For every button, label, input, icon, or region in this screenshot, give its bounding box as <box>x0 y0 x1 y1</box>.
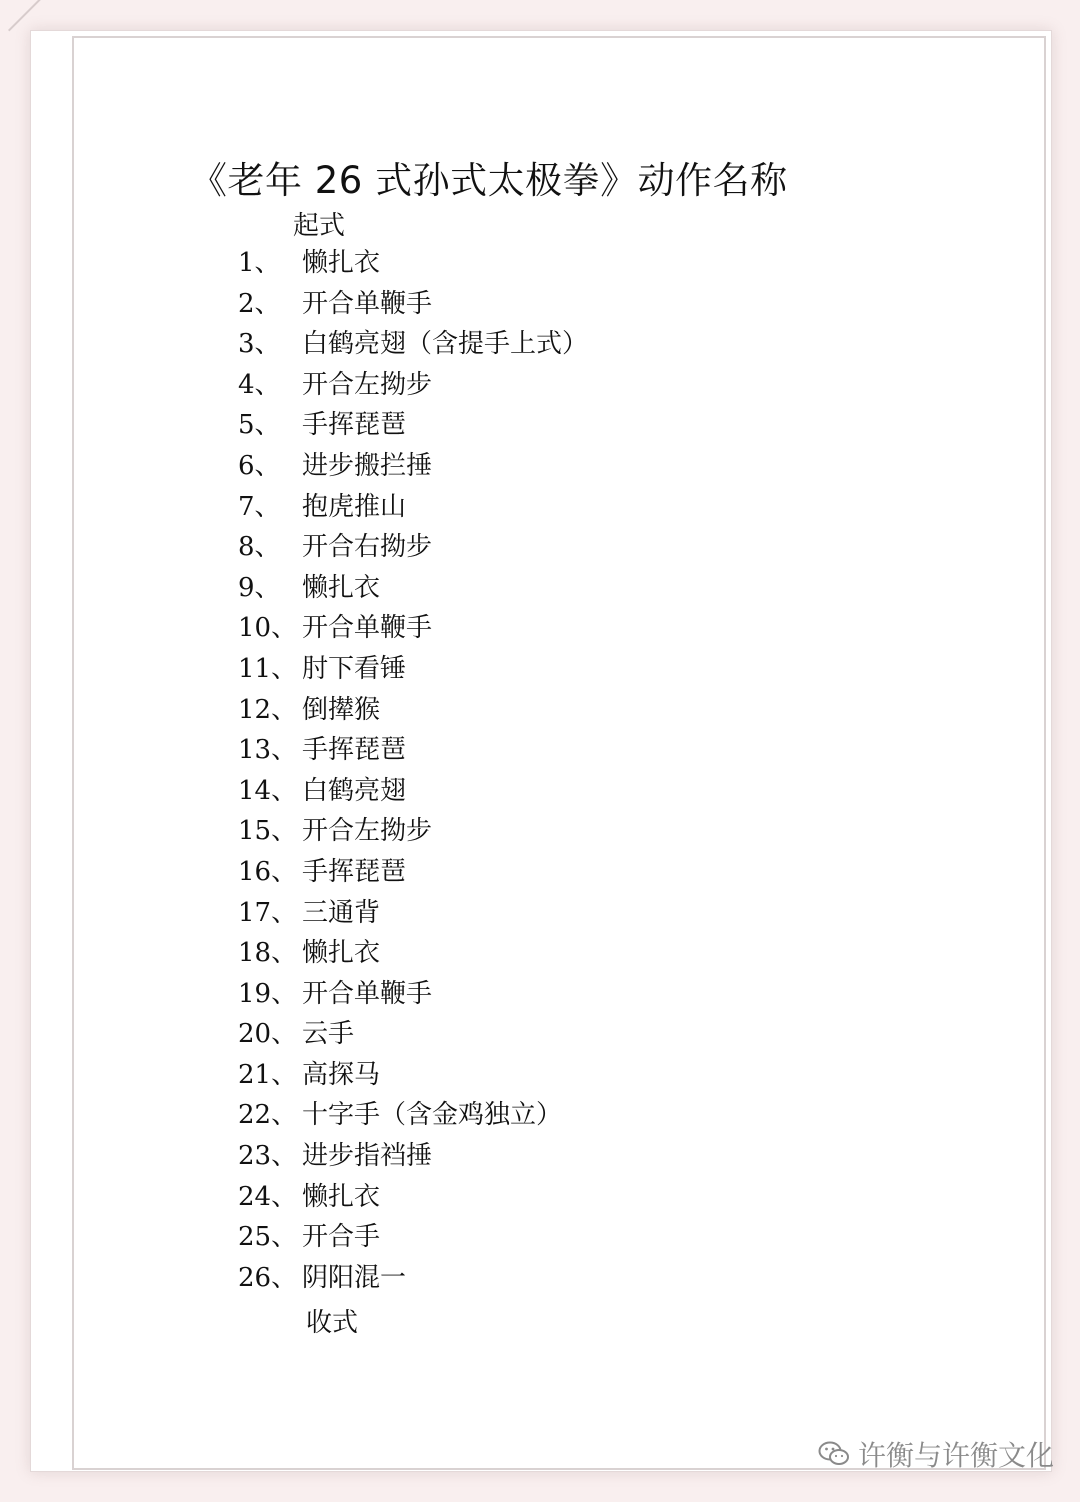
move-name: 阴阳混一 <box>302 1262 407 1293</box>
move-name: 抱虎推山 <box>302 491 407 522</box>
move-number: 9、 <box>238 572 281 603</box>
list-item <box>238 730 407 771</box>
moves-list <box>238 243 589 1298</box>
move-number: 20、 <box>238 1019 298 1050</box>
move-number: 16、 <box>238 856 298 887</box>
move-number: 26、 <box>238 1262 298 1293</box>
list-item <box>238 852 407 893</box>
closing-posture: 收式 <box>306 1308 359 1338</box>
opening-posture: 起式 <box>293 211 346 241</box>
move-name: 开合单鞭手 <box>302 978 433 1009</box>
move-number: 21、 <box>238 1059 298 1090</box>
wechat-icon <box>818 1440 850 1468</box>
list-item <box>238 1014 355 1055</box>
move-number: 7、 <box>238 491 281 522</box>
watermark-text: 许衡与许衡文化 <box>858 1439 1055 1472</box>
list-item <box>238 527 433 568</box>
move-name: 懒扎衣 <box>302 938 381 969</box>
move-number: 18、 <box>238 938 298 969</box>
move-name: 进步搬拦捶 <box>302 450 433 481</box>
list-item <box>238 690 381 731</box>
move-number: 4、 <box>238 369 281 400</box>
list-item <box>238 933 381 974</box>
move-number: 23、 <box>238 1141 298 1172</box>
move-name: 倒撵猴 <box>302 694 381 725</box>
move-name: 高探马 <box>302 1059 381 1090</box>
move-name: 开合手 <box>302 1222 381 1253</box>
move-number: 14、 <box>238 775 298 806</box>
list-item <box>238 568 381 609</box>
move-name: 肘下看锤 <box>302 653 407 684</box>
list-item <box>238 1055 381 1096</box>
list-item <box>238 284 433 325</box>
move-number: 24、 <box>238 1181 298 1212</box>
list-item <box>238 1217 381 1258</box>
list-item <box>238 1177 381 1218</box>
move-name: 手挥琵琶 <box>302 856 407 887</box>
move-name: 白鹤亮翅 <box>302 775 407 806</box>
move-name: 手挥琵琶 <box>302 410 407 441</box>
move-name: 开合右拗步 <box>302 532 433 563</box>
list-item <box>238 649 407 690</box>
list-item <box>238 446 433 487</box>
move-number: 11、 <box>238 653 298 684</box>
list-item <box>238 324 589 365</box>
move-number: 17、 <box>238 897 298 928</box>
move-name: 开合单鞭手 <box>302 613 433 644</box>
page-frame <box>72 36 1046 1470</box>
move-number: 5、 <box>238 410 281 441</box>
move-number: 12、 <box>238 694 298 725</box>
move-number: 3、 <box>238 329 281 360</box>
move-name: 开合左拗步 <box>302 816 433 847</box>
move-name: 进步指裆捶 <box>302 1141 433 1172</box>
list-item <box>238 243 381 284</box>
move-name: 十字手（含金鸡独立） <box>302 1100 563 1131</box>
move-name: 白鹤亮翅（含提手上式） <box>302 329 589 360</box>
list-item <box>238 811 433 852</box>
list-item <box>238 974 433 1015</box>
move-name: 云手 <box>302 1019 355 1050</box>
list-item <box>238 771 407 812</box>
move-number: 25、 <box>238 1222 298 1253</box>
list-item <box>238 487 407 528</box>
move-name: 懒扎衣 <box>302 248 381 278</box>
move-number: 13、 <box>238 735 298 766</box>
list-item <box>238 1095 563 1136</box>
move-number: 10、 <box>238 613 298 644</box>
list-item <box>238 608 433 649</box>
move-number: 2、 <box>238 288 281 319</box>
move-name: 手挥琵琶 <box>302 735 407 766</box>
document-title: 《老年 26 式孙式太极拳》动作名称 <box>190 159 788 202</box>
watermark <box>818 1436 1054 1472</box>
page-fold-line <box>8 0 87 31</box>
move-number: 6、 <box>238 450 281 481</box>
move-number: 22、 <box>238 1100 298 1131</box>
move-name: 三通背 <box>302 897 381 928</box>
move-name: 懒扎衣 <box>302 572 381 603</box>
move-number: 8、 <box>238 532 281 563</box>
list-item <box>238 405 407 446</box>
move-number: 15、 <box>238 816 298 847</box>
move-number: 1、 <box>238 248 281 278</box>
move-name: 懒扎衣 <box>302 1181 381 1212</box>
move-name: 开合单鞭手 <box>302 288 433 319</box>
list-item <box>238 1258 407 1299</box>
list-item <box>238 893 381 934</box>
move-name: 开合左拗步 <box>302 369 433 400</box>
move-number: 19、 <box>238 978 298 1009</box>
list-item <box>238 1136 433 1177</box>
list-item <box>238 365 433 406</box>
